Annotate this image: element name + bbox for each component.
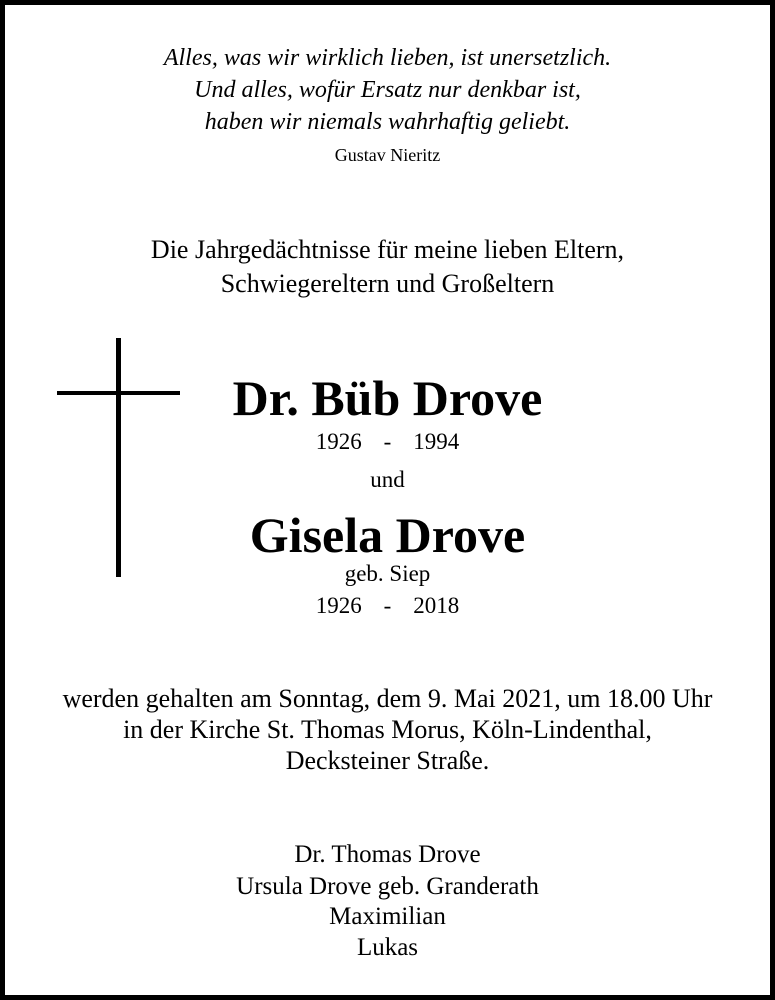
service-line-2: in der Kirche St. Thomas Morus, Köln-Lindenthal, bbox=[123, 715, 652, 744]
signatory-4: Lukas bbox=[356, 934, 419, 961]
connector-und: und bbox=[370, 467, 405, 492]
person1-dash: - bbox=[383, 429, 392, 454]
person2-death: 2018 bbox=[413, 593, 460, 618]
person2-name: Gisela Drove bbox=[249, 507, 526, 563]
person2-birth: 1926 bbox=[315, 593, 362, 618]
quote-line-1: Alles, was wir wirklich lieben, ist unersetzlich. bbox=[163, 45, 612, 71]
person2-dash: - bbox=[383, 593, 392, 618]
intro-line-2: Schwiegereltern und Großeltern bbox=[220, 269, 555, 298]
intro-line-1: Die Jahrgedächtnisse für meine lieben Eltern, bbox=[150, 235, 625, 264]
person2-maiden-name: geb. Siep bbox=[344, 561, 431, 586]
quote-line-2: Und alles, wofür Ersatz nur denkbar ist, bbox=[194, 77, 581, 103]
signatory-3: Maximilian bbox=[329, 903, 446, 930]
signatory-2: Ursula Drove geb. Granderath bbox=[236, 873, 539, 900]
person1-birth: 1926 bbox=[315, 429, 362, 454]
person1-years bbox=[0, 430, 775, 453]
service-line-1: werden gehalten am Sonntag, dem 9. Mai 2021, um 18.00 Uhr bbox=[62, 684, 713, 713]
person1-name: Dr. Büb Drove bbox=[232, 370, 543, 426]
person1-death: 1994 bbox=[413, 429, 460, 454]
quote-author: Gustav Nieritz bbox=[334, 145, 441, 165]
service-line-3: Decksteiner Straße. bbox=[285, 746, 490, 775]
person2-years bbox=[0, 594, 775, 617]
quote-line-3: haben wir niemals wahrhaftig geliebt. bbox=[204, 109, 571, 135]
signatory-1: Dr. Thomas Drove bbox=[294, 841, 481, 868]
